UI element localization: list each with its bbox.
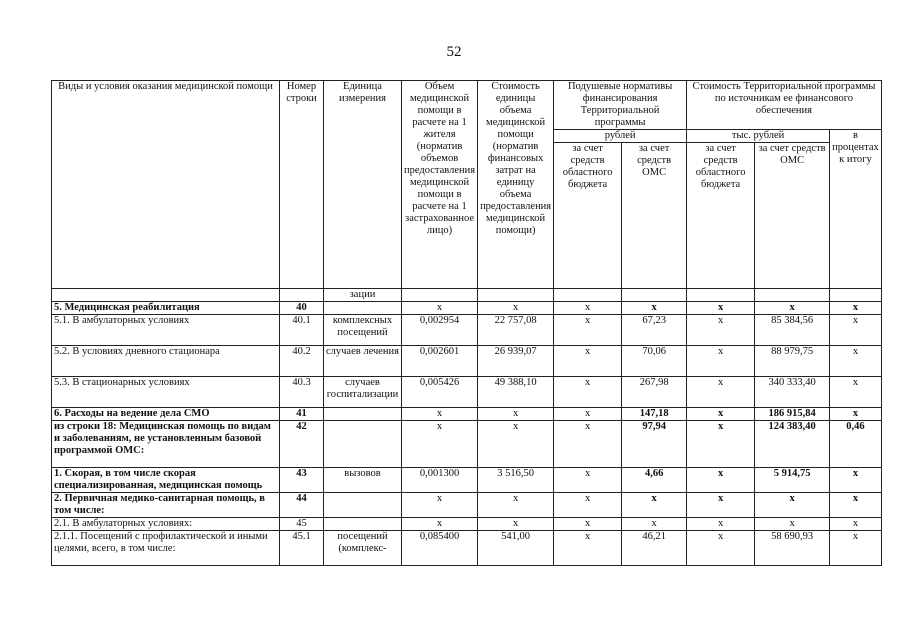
row-per-capita-oms: 97,94 [622, 421, 687, 468]
row-per-capita-budget: х [554, 346, 622, 377]
table-row [52, 346, 882, 377]
cost-table [51, 80, 882, 566]
row-volume: х [402, 493, 478, 518]
header-regional-budget: за счет средств областного бюджета [554, 143, 622, 289]
row-name: 1. Скорая, в том числе скорая специализированная, медицинская помощь [52, 468, 280, 493]
row-unit: случаев госпитализации [324, 377, 402, 408]
header-oms: за счет средств ОМС [622, 143, 687, 289]
row-unit-cost: 49 388,10 [478, 377, 554, 408]
row-volume: 0,002601 [402, 346, 478, 377]
row-name: 2.1. В амбулаторных условиях: [52, 518, 280, 531]
row-unit-cost: х [478, 408, 554, 421]
row-volume: 0,001300 [402, 468, 478, 493]
row-per-capita-budget: х [554, 408, 622, 421]
row-name: 5.2. В условиях дневного стационара [52, 346, 280, 377]
row-name: 2. Первичная медико-санитарная помощь, в том числе: [52, 493, 280, 518]
carryover-text: зации [324, 289, 402, 302]
row-unit-cost: 3 516,50 [478, 468, 554, 493]
header-regional-budget-2: за счет средств областного бюджета [687, 143, 755, 289]
header-row-number: Номер строки [280, 81, 324, 289]
row-name: 6. Расходы на ведение дела СМО [52, 408, 280, 421]
row-unit-cost: х [478, 302, 554, 315]
row-total-oms: 58 690,93 [755, 531, 830, 566]
row-unit-cost: х [478, 421, 554, 468]
row-per-capita-budget: х [554, 518, 622, 531]
row-unit [324, 518, 402, 531]
row-total-budget: х [687, 468, 755, 493]
row-per-capita-oms: 267,98 [622, 377, 687, 408]
row-total-budget: х [687, 493, 755, 518]
row-volume: 0,085400 [402, 531, 478, 566]
row-number: 43 [280, 468, 324, 493]
table-row [52, 302, 882, 315]
row-unit [324, 493, 402, 518]
row-total-oms: х [755, 518, 830, 531]
header-volume: Объем медицинской помощи в расчете на 1 жителя (норматив объемов предоставления медицинской помощи в расчете на 1 застрахованное лицо) [402, 81, 478, 289]
row-percent: х [830, 377, 882, 408]
row-per-capita-budget: х [554, 493, 622, 518]
row-per-capita-budget: х [554, 302, 622, 315]
row-total-oms: 186 915,84 [755, 408, 830, 421]
row-total-oms: 124 383,40 [755, 421, 830, 468]
row-unit-cost: х [478, 518, 554, 531]
row-number: 41 [280, 408, 324, 421]
row-number: 44 [280, 493, 324, 518]
row-number: 40.3 [280, 377, 324, 408]
row-total-budget: х [687, 346, 755, 377]
header-cost-group: Стоимость Территориальной программы по источникам ее финансового обеспечения [687, 81, 882, 130]
row-volume: 0,002954 [402, 315, 478, 346]
row-name: 5. Медицинская реабилитация [52, 302, 280, 315]
row-total-oms: 5 914,75 [755, 468, 830, 493]
row-unit-cost: 541,00 [478, 531, 554, 566]
row-total-oms: 85 384,56 [755, 315, 830, 346]
row-name: 5.3. В стационарных условиях [52, 377, 280, 408]
header-percent-total: в процентах к итогу [830, 130, 882, 289]
carryover-row [52, 289, 882, 302]
header-unit-cost: Стоимость единицы объема медицинской помощи (норматив финансовых затрат на единицу объема предоставления медицинской помощи) [478, 81, 554, 289]
row-per-capita-oms: х [622, 302, 687, 315]
row-per-capita-oms: 4,66 [622, 468, 687, 493]
row-per-capita-budget: х [554, 531, 622, 566]
row-per-capita-oms: х [622, 518, 687, 531]
table-row [52, 408, 882, 421]
table-row [52, 377, 882, 408]
table-body [52, 302, 882, 566]
row-unit: посещений (комплекс- [324, 531, 402, 566]
row-unit-cost: х [478, 493, 554, 518]
row-total-budget: х [687, 377, 755, 408]
row-number: 40.1 [280, 315, 324, 346]
row-volume: х [402, 408, 478, 421]
page-number: 52 [446, 44, 462, 60]
table-row [52, 421, 882, 468]
row-volume: х [402, 518, 478, 531]
row-percent: 0,46 [830, 421, 882, 468]
row-unit [324, 421, 402, 468]
row-name: из строки 18: Медицинская помощь по видам и заболеваниям, не установленным базовой программой ОМС: [52, 421, 280, 468]
row-percent: х [830, 302, 882, 315]
row-total-oms: 88 979,75 [755, 346, 830, 377]
row-percent: х [830, 493, 882, 518]
row-unit: вызовов [324, 468, 402, 493]
header-unit-thousand-rubles: тыс. рублей [687, 130, 830, 143]
header-unit: Единица измерения [324, 81, 402, 289]
row-total-budget: х [687, 302, 755, 315]
row-volume: х [402, 302, 478, 315]
table-row [52, 315, 882, 346]
row-number: 40.2 [280, 346, 324, 377]
row-number: 45 [280, 518, 324, 531]
header-kind-conditions: Виды и условия оказания медицинской помощи [52, 81, 280, 289]
table-row [52, 518, 882, 531]
table-row [52, 531, 882, 566]
row-total-budget: х [687, 315, 755, 346]
row-total-oms: х [755, 302, 830, 315]
row-per-capita-oms: 70,06 [622, 346, 687, 377]
row-per-capita-oms: 147,18 [622, 408, 687, 421]
row-unit [324, 302, 402, 315]
row-percent: х [830, 518, 882, 531]
row-per-capita-oms: 46,21 [622, 531, 687, 566]
row-percent: х [830, 408, 882, 421]
row-percent: х [830, 468, 882, 493]
row-name: 2.1.1. Посещений с профилактической и иными целями, всего, в том числе: [52, 531, 280, 566]
row-volume: 0,005426 [402, 377, 478, 408]
row-number: 42 [280, 421, 324, 468]
row-total-budget: х [687, 518, 755, 531]
row-per-capita-oms: 67,23 [622, 315, 687, 346]
row-total-budget: х [687, 531, 755, 566]
header-oms-2: за счет средств ОМС [755, 143, 830, 289]
header-per-capita-group: Подушевые нормативы финансирования Территориальной программы [554, 81, 687, 130]
row-percent: х [830, 531, 882, 566]
row-number: 40 [280, 302, 324, 315]
row-per-capita-budget: х [554, 468, 622, 493]
row-unit: случаев лечения [324, 346, 402, 377]
row-percent: х [830, 346, 882, 377]
row-total-oms: х [755, 493, 830, 518]
row-volume: х [402, 421, 478, 468]
row-name: 5.1. В амбулаторных условиях [52, 315, 280, 346]
row-per-capita-budget: х [554, 315, 622, 346]
row-per-capita-budget: х [554, 421, 622, 468]
row-per-capita-oms: х [622, 493, 687, 518]
row-percent: х [830, 315, 882, 346]
row-per-capita-budget: х [554, 377, 622, 408]
table-row [52, 493, 882, 518]
row-total-budget: х [687, 421, 755, 468]
header-unit-rubles: рублей [554, 130, 687, 143]
row-unit-cost: 26 939,07 [478, 346, 554, 377]
row-total-budget: х [687, 408, 755, 421]
row-number: 45.1 [280, 531, 324, 566]
row-unit-cost: 22 757,08 [478, 315, 554, 346]
row-unit [324, 408, 402, 421]
table-row [52, 468, 882, 493]
row-total-oms: 340 333,40 [755, 377, 830, 408]
row-unit: комплексных посещений [324, 315, 402, 346]
